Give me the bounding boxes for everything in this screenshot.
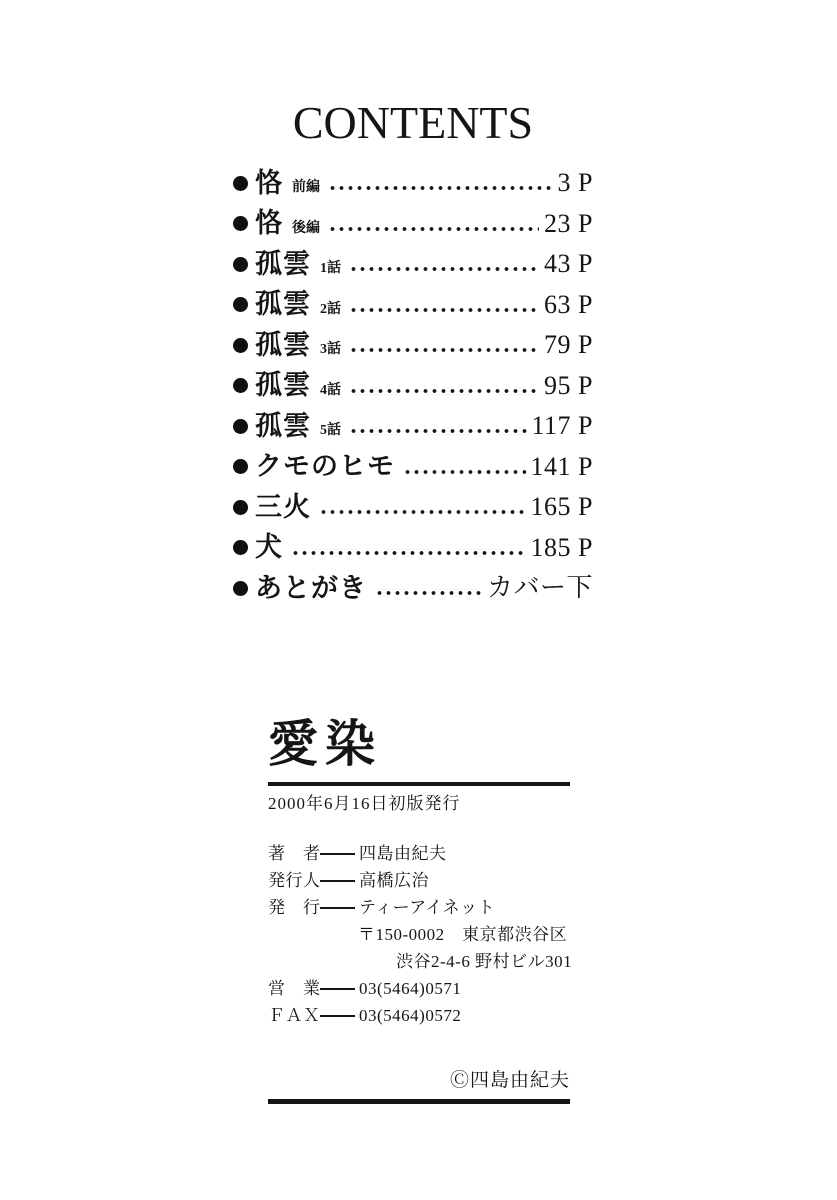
toc-entry — [233, 163, 593, 204]
bullet-icon — [233, 459, 248, 474]
toc-entry-page: カバー下 — [486, 573, 593, 603]
bullet-icon — [233, 419, 248, 434]
colophon — [268, 716, 573, 1104]
dot-leader — [328, 227, 539, 231]
toc-entry-title: 孤雲 — [255, 329, 311, 360]
colophon-row — [268, 921, 570, 948]
divider-rule — [268, 782, 570, 786]
colophon-row — [268, 1002, 570, 1029]
toc-entry-page: 63 P — [544, 289, 593, 319]
toc-entry-subtitle: 2話 — [320, 301, 341, 317]
dot-leader — [291, 551, 526, 555]
toc-entry — [233, 244, 593, 285]
colophon-row — [268, 840, 570, 867]
divider-rule — [268, 1099, 570, 1104]
toc-entry — [233, 528, 593, 569]
bullet-icon — [233, 378, 248, 393]
toc-entry-page: 23 P — [544, 208, 593, 238]
toc-entry-page: 79 P — [544, 330, 593, 360]
toc-entry — [233, 447, 593, 488]
toc-entry-title: 孤雲 — [255, 248, 311, 279]
colophon-row — [268, 975, 570, 1002]
toc-entry — [233, 568, 593, 609]
colophon-row-label: ＦＡＸ — [268, 1006, 321, 1025]
colophon-row-value: ティーアイネット — [359, 898, 496, 917]
toc-entry-subtitle: 4話 — [320, 382, 341, 398]
dot-leader — [349, 348, 539, 352]
colophon-rows — [268, 840, 573, 1029]
toc-entry-subtitle: 1話 — [320, 261, 341, 277]
bullet-icon — [233, 216, 248, 231]
toc-entry-page: 117 P — [531, 411, 593, 441]
toc-entry-title: 恪 — [255, 167, 283, 198]
dot-leader — [319, 510, 526, 514]
dot-leader — [349, 429, 527, 433]
bullet-icon — [233, 257, 248, 272]
colophon-row-label: 営 業 — [268, 979, 321, 998]
colophon-row-value: 03(5464)0571 — [359, 979, 462, 998]
toc-entry-title: あとがき — [255, 572, 367, 603]
colophon-row-value: 渋谷2-4-6 野村ビル301 — [396, 952, 573, 971]
toc-entry-page: 185 P — [530, 532, 593, 562]
toc-entry — [233, 406, 593, 447]
colophon-row — [268, 948, 573, 975]
toc-entry-title: クモのヒモ — [255, 451, 395, 482]
dot-leader — [349, 308, 539, 312]
table-of-contents — [233, 97, 593, 609]
contents-heading: CONTENTS — [292, 97, 534, 148]
toc-entry-title: 恪 — [255, 208, 283, 239]
toc-entry-title: 孤雲 — [255, 370, 311, 401]
bullet-icon — [233, 500, 248, 515]
colophon-row-value: 四島由紀夫 — [359, 844, 447, 863]
toc-entry — [233, 366, 593, 407]
toc-entry-title: 孤雲 — [255, 410, 311, 441]
dot-leader — [328, 186, 553, 190]
colophon-row-value: 高橋広治 — [359, 871, 429, 890]
colophon-row — [268, 894, 570, 921]
colophon-row-label: 著 者 — [268, 844, 321, 863]
dash-line — [320, 1015, 355, 1017]
dot-leader — [403, 470, 526, 474]
toc-entry-subtitle: 5話 — [320, 423, 341, 439]
colophon-row-value: 〒150-0002 東京都渋谷区 — [358, 925, 568, 944]
colophon-row — [268, 867, 570, 894]
bullet-icon — [233, 540, 248, 555]
toc-entry-subtitle: 後編 — [292, 220, 320, 236]
toc-entry-page: 141 P — [530, 451, 593, 481]
toc-entry-page: 43 P — [544, 249, 593, 279]
toc-entry-title: 孤雲 — [255, 289, 311, 320]
toc-entry-title: 犬 — [255, 532, 283, 563]
edition-date: 2000年6月16日初版発行 — [268, 794, 461, 813]
colophon-row-label: 発行人 — [268, 871, 321, 890]
dot-leader — [349, 267, 539, 271]
toc-entry — [233, 325, 593, 366]
dash-line — [320, 853, 355, 855]
toc-entry — [233, 204, 593, 245]
toc-entry — [233, 487, 593, 528]
toc-entry-title: 三火 — [255, 491, 311, 522]
copyright-notice: Ⓒ四島由紀夫 — [449, 1070, 570, 1091]
bullet-icon — [233, 297, 248, 312]
toc-entry — [233, 285, 593, 326]
dash-line — [320, 880, 355, 882]
bullet-icon — [233, 581, 248, 596]
dot-leader — [349, 389, 539, 393]
colophon-row-label: 発 行 — [268, 898, 321, 917]
toc-entry-page: 3 P — [557, 168, 593, 198]
toc-entry-subtitle: 前編 — [292, 180, 320, 196]
toc-entry-page: 165 P — [530, 492, 593, 522]
bullet-icon — [233, 338, 248, 353]
dot-leader — [375, 591, 482, 595]
toc-entry-page: 95 P — [544, 370, 593, 400]
dash-line — [320, 988, 355, 990]
colophon-row-value: 03(5464)0572 — [359, 1006, 462, 1025]
toc-entry-subtitle: 3話 — [320, 342, 341, 358]
bullet-icon — [233, 176, 248, 191]
book-title: 愛染 — [268, 716, 382, 772]
dash-line — [320, 907, 355, 909]
